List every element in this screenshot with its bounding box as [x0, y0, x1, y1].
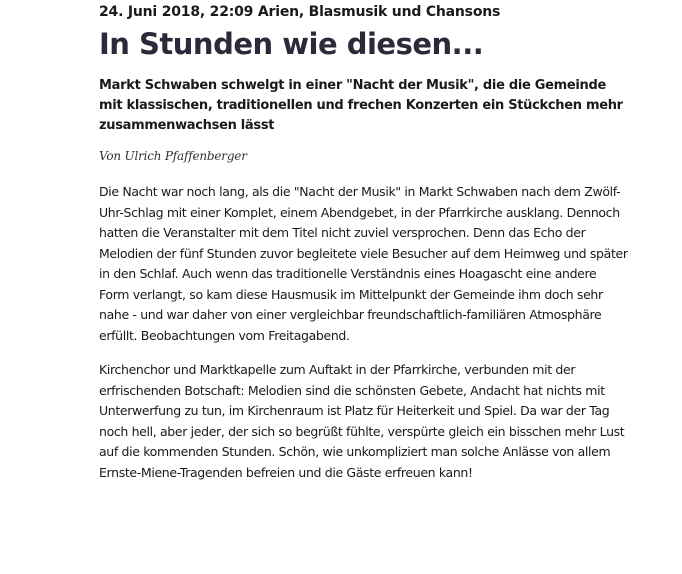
article-kicker: 24. Juni 2018, 22:09 Arien, Blasmusik und Chansons: [99, 4, 501, 20]
article: [99, 0, 629, 483]
article-paragraph: Die Nacht war noch lang, als die "Nacht der Musik" in Markt Schwaben nach dem Zwölf-Uhr-Schlag mit einer Komplet, einem Abendgebet, in der Pfarrkirche ausklang. Dennoch hatten die Veranstalter mit dem Titel nicht zuviel versprochen. Denn das Echo der Melodien der fünf Stunden zuvor begleitete viele Besucher auf dem Heimweg und später in den Schlaf. Auch wenn das traditionelle Verständnis eines Hoagascht eine andere Form verlangt, so kam diese Hausmusik im Mittelpunkt der Gemeinde ihm doch sehr nahe - und war daher von einer vergleichbar freundschaftlich-familiären Atmosphäre erfüllt. Beobachtungen vom Freitagabend.: [99, 184, 628, 343]
article-paragraph: Kirchenchor und Marktkapelle zum Auftakt in der Pfarrkirche, verbunden mit der erfrischenden Botschaft: Melodien sind die schönsten Gebete, Andacht hat nichts mit Unterwerfung zu tun, im Kirchenraum ist Platz für Heiterkeit und Spiel. Da war der Tag noch hell, aber jeder, der sich so begrüßt fühlte, verspürte gleich ein bisschen mehr Lust auf die kommenden Stunden. Schön, wie unkompliziert man solche Anlässe von allem Ernste-Miene-Tragenden befreien und die Gäste erfreuen kann!: [99, 362, 625, 480]
article-headline: In Stunden wie diesen...: [99, 27, 484, 61]
article-teaser: Markt Schwaben schwelgt in einer "Nacht der Musik", die die Gemeinde mit klassischen, traditionellen und frechen Konzerten ein Stückchen mehr zusammenwachsen lässt: [99, 78, 623, 133]
article-author: Von Ulrich Pfaffenberger: [99, 149, 247, 163]
